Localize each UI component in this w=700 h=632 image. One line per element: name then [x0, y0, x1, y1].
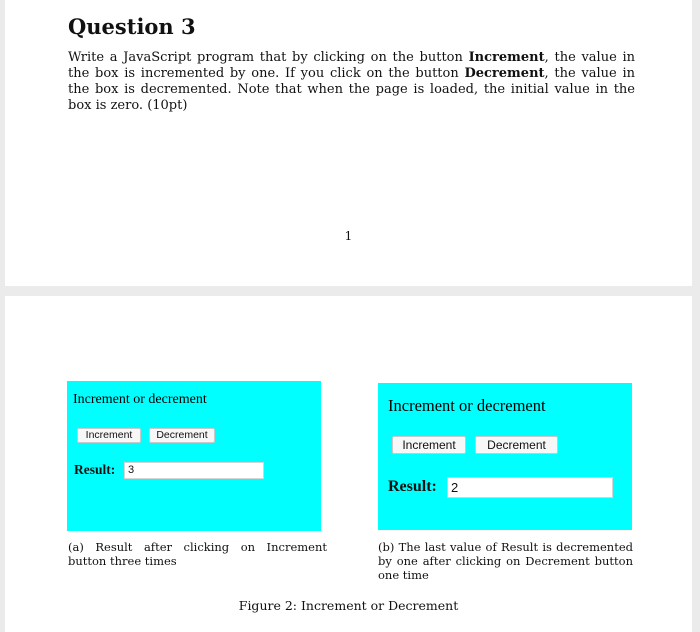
page-two [5, 296, 692, 632]
figure-caption: Figure 2: Increment or Decrement [238, 598, 459, 613]
result-label: Result: [388, 478, 437, 495]
question-body-part: , the value in the box is decremented. Note that when the page is loaded, the initial value in the box is zero. (10pt) [68, 66, 636, 113]
increment-button[interactable]: Increment [77, 428, 141, 443]
page-one [5, 0, 692, 286]
page-number: 1 [344, 229, 353, 243]
result-input[interactable]: 2 [447, 477, 613, 498]
subfigure-caption-a: (a) Result after clicking on Increment button three times [68, 540, 327, 568]
decrement-button[interactable]: Decrement [149, 428, 215, 443]
question-body-part: Write a JavaScript program that by clicking on the button [68, 50, 469, 65]
figure-panel-a [67, 381, 321, 531]
result-input[interactable]: 3 [124, 462, 264, 479]
question-body-part: Increment [468, 50, 545, 65]
panel-title: Increment or decrement [388, 396, 546, 415]
increment-button[interactable]: Increment [392, 436, 466, 454]
panel-title: Increment or decrement [73, 392, 207, 407]
question-title: Question 3 [68, 14, 196, 39]
question-body-part: Decrement [464, 66, 545, 81]
figure-panel-b [378, 383, 632, 530]
decrement-button[interactable]: Decrement [475, 436, 558, 454]
question-body-part: , the value in the box is incremented by one. If you click on the button [68, 50, 635, 81]
question-body [68, 50, 635, 114]
subfigure-caption-b: (b) The last value of Result is decremented by one after clicking on Decrement button one time [378, 540, 633, 582]
result-label: Result: [74, 462, 116, 477]
